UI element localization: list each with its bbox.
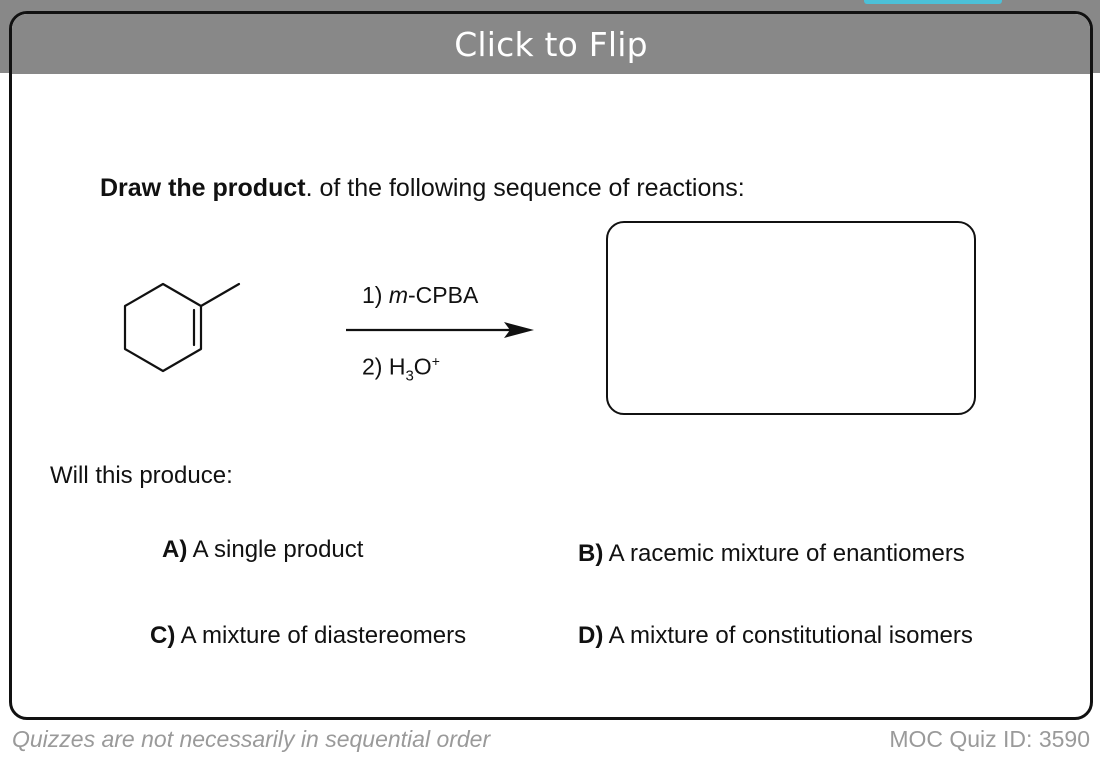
reaction-arrow [346,322,534,338]
reagent-step-1: 1) m-CPBA [362,282,479,308]
sequence-note: Quizzes are not necessarily in sequential order [12,726,491,752]
methylcyclohexene-structure [125,284,239,371]
option-a[interactable]: A) A single product [162,536,364,563]
option-d[interactable]: D) A mixture of constitutional isomers [578,622,973,649]
question-bold: Draw the product [100,174,306,202]
methyl-bond [201,284,239,306]
reagent-step-2: 2) $H_3O^+$ [362,353,440,385]
option-b[interactable]: B) A racemic mixture of enantiomers [578,540,965,567]
flip-label: Click to Flip [454,24,648,64]
will-this-produce-label: Will this produce: [50,462,233,489]
option-c[interactable]: C) A mixture of diastereomers [150,622,467,649]
question-rest: . of the following sequence of reactions: [305,174,745,202]
product-answer-box [606,221,976,415]
quiz-id: MOC Quiz ID: 3590 [889,726,1090,752]
cyclohexene-ring [125,284,201,371]
